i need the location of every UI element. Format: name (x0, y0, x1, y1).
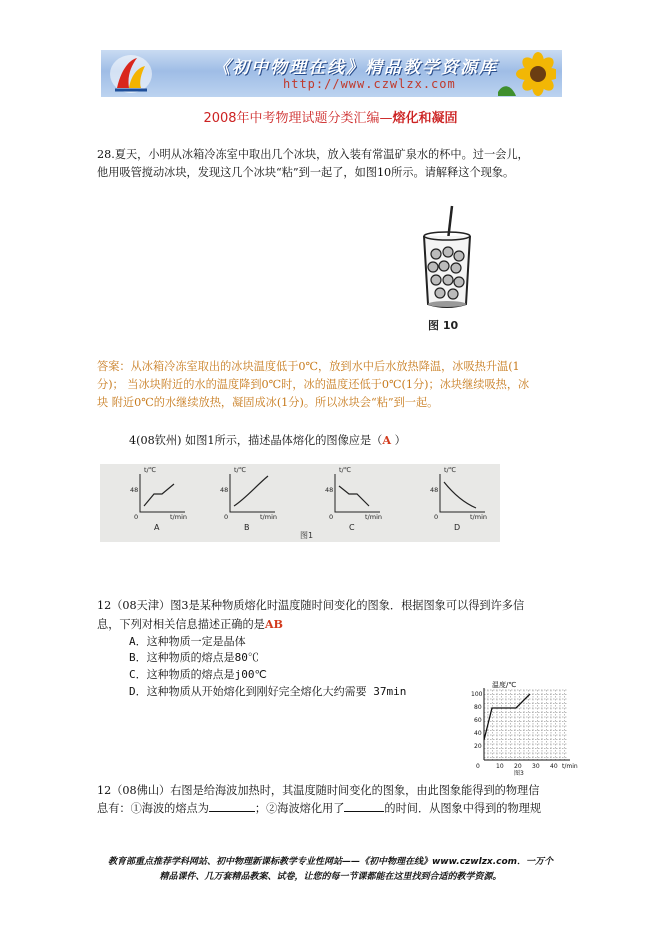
q4-answer: A (382, 433, 392, 447)
figure-3-caption: 图3 (514, 770, 524, 776)
graph-tick-48: 48 (130, 486, 139, 494)
q4-question (129, 431, 599, 450)
fig3-xtick-30: 30 (532, 763, 540, 770)
q12b-blank-1[interactable] (209, 800, 255, 812)
graph-ylabel: t/℃ (144, 466, 157, 474)
q28-line1: 28.夏天，小明从冰箱冷冻室中取出几个冰块，放入装有常温矿泉水的杯中。过一会儿， (97, 148, 529, 161)
fig3-origin: 0 (476, 763, 480, 770)
graph-ylabel: t/℃ (339, 466, 352, 474)
site-logo-icon (107, 52, 155, 95)
figure-1-graph-a (130, 466, 187, 532)
site-name: 《初中物理在线》精品教学资源库 (213, 58, 498, 78)
footer-line2: 精品课件、几万套精品教案、试卷，让您的每一节课都能在这里找到合适的教学资源。 (159, 872, 502, 882)
fig3-xlabel: t/min (562, 763, 578, 770)
graph-xlabel: t/min (260, 513, 277, 521)
graph-curve (234, 476, 268, 506)
graph-ylabel: t/℃ (444, 466, 457, 474)
graph-origin: 0 (224, 513, 229, 521)
q12a-option-b: B．这种物质的熔点是80℃ (129, 651, 259, 664)
q12a-line2: 息，下列对相关信息描述正确的是 (97, 618, 265, 631)
graph-label: D (454, 523, 461, 532)
graph-origin: 0 (434, 513, 439, 521)
figure-3-ylabel: 温度/℃ (492, 681, 517, 689)
title-part2: 熔化和凝固 (392, 111, 458, 126)
fig3-ytick-20: 20 (474, 743, 482, 750)
graph-curve (444, 482, 476, 508)
q12a-option-c: C．这种物质的熔点是j00℃ (129, 668, 267, 681)
graph-axes (230, 474, 275, 512)
q12a-option-d: D．这种物质从开始熔化到刚好完全熔化大约需要 37min (129, 685, 407, 698)
q12a-option-a: A．这种物质一定是晶体 (129, 635, 246, 648)
graph-label: A (154, 523, 160, 532)
q12b-line2-c: 的时间．从图象中得到的物理规 (384, 802, 542, 815)
graph-xlabel: t/min (470, 513, 487, 521)
footer-line1: 教育部重点推荐学科网站、初中物理新课标教学专业性网站——《初中物理在线》www.czwlzx.com．一万个 (107, 857, 554, 867)
figure-1-svg (100, 464, 500, 542)
q4-text: 4(08钦州) 如图1所示，描述晶体熔化的图像应是（ (129, 434, 383, 447)
q12b-line2-a: 息有：①海波的熔点为 (97, 802, 209, 815)
q28-line2: 他用吸管搅动冰块，发现这几个冰块“粘”到一起了，如图10所示。请解释这个现象。 (97, 166, 515, 179)
q12a-line2-wrap (97, 615, 567, 634)
fig3-xtick-40: 40 (550, 763, 558, 770)
site-banner (101, 50, 562, 97)
graph-curve (339, 486, 369, 506)
fig3-xtick-20: 20 (514, 763, 522, 770)
fig3-ytick-40: 40 (474, 730, 482, 737)
figure-1-caption: 图1 (300, 531, 314, 540)
figure-10-glass-icon (418, 204, 476, 332)
figure-10-caption: 图 10 (428, 319, 459, 332)
q28-answer-line2: 分)； 当冰块附近的水的温度降到0℃时，冰的温度还低于0℃(1分)；冰块继续吸热，冰 (97, 378, 530, 391)
graph-origin: 0 (329, 513, 334, 521)
q28-answer-line3: 块 附近0℃的水继续放热，凝固成冰(1分)。所以冰块会“粘”到一起。 (97, 396, 439, 409)
figure-1-graphs (100, 464, 500, 542)
graph-ylabel: t/℃ (234, 466, 247, 474)
q4-close: ） (391, 434, 406, 447)
fig3-ytick-60: 60 (474, 717, 482, 724)
graph-tick-48: 48 (220, 486, 229, 494)
q12b-line2 (97, 800, 567, 818)
q28-answer-line1: 答案：从冰箱冷冻室取出的冰块温度低于0℃，放到水中后水放热降温，冰吸热升温(1 (97, 360, 520, 373)
graph-axes (440, 474, 485, 512)
q12a-answer: AB (264, 617, 283, 631)
site-url[interactable]: http://www.czwlzx.com (283, 77, 456, 91)
fig3-xtick-10: 10 (496, 763, 504, 770)
graph-tick-48: 48 (325, 486, 334, 494)
q12b-line2-b: ；②海波熔化用了 (254, 802, 345, 815)
graph-label: C (349, 523, 355, 532)
figure-1-graph-d (430, 466, 487, 532)
figure-1-graph-c (325, 466, 382, 532)
q12b-blank-2[interactable] (344, 800, 384, 812)
graph-curve (144, 484, 174, 506)
figure-1-graph-b (220, 466, 277, 532)
graph-xlabel: t/min (365, 513, 382, 521)
figure-3-graph (470, 680, 578, 776)
fig3-ytick-80: 80 (474, 704, 482, 711)
fig3-ytick-100: 100 (471, 691, 483, 698)
graph-label: B (244, 523, 250, 532)
graph-origin: 0 (134, 513, 139, 521)
sunflower-icon (494, 52, 556, 96)
page-title (0, 107, 661, 126)
q12b-line1: 12（08佛山）右图是给海波加热时，其温度随时间变化的图象，由此图象能得到的物理信 (97, 784, 540, 797)
graph-xlabel: t/min (170, 513, 187, 521)
graph-axes (335, 474, 380, 512)
q12a-line1: 12（08天津）图3是某种物质熔化时温度随时间变化的图象．根据图象可以得到许多信 (97, 599, 525, 612)
title-part1: 2008年中考物理试题分类汇编— (203, 111, 393, 126)
graph-tick-48: 48 (430, 486, 439, 494)
